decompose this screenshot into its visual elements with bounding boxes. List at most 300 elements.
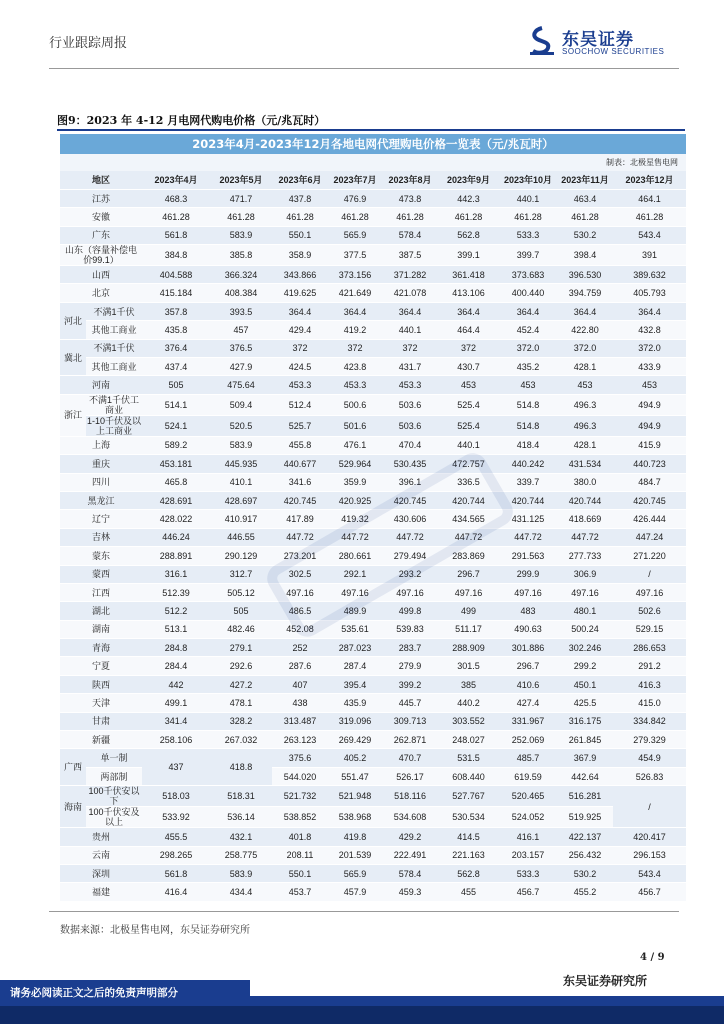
price-cell: 292.6	[210, 657, 272, 675]
price-cell: 440.1	[382, 321, 438, 339]
price-cell: 512.4	[272, 394, 328, 415]
table-row	[60, 245, 686, 266]
price-cell: 533.3	[499, 226, 557, 244]
price-cell: 408.384	[210, 284, 272, 302]
price-cell: 455.2	[557, 883, 613, 901]
price-cell: 430.606	[382, 510, 438, 528]
price-cell: 372	[328, 339, 382, 357]
price-cell: 385.8	[210, 245, 272, 266]
price-cell: 252	[272, 639, 328, 657]
price-cell: 375.6	[272, 749, 328, 767]
footer-divider	[49, 911, 679, 912]
region-label: 安徽	[60, 208, 142, 226]
disclaimer-banner	[0, 980, 250, 1006]
price-cell: 483	[499, 602, 557, 620]
table-row	[60, 712, 686, 730]
price-cell: 371.282	[382, 266, 438, 284]
price-cell: 534.608	[382, 807, 438, 828]
price-cell: 497.16	[382, 583, 438, 601]
price-cell: 334.842	[613, 712, 686, 730]
region-label: 甘肃	[60, 712, 142, 730]
price-cell: 453.181	[142, 455, 210, 473]
price-cell: 299.9	[499, 565, 557, 583]
price-cell: 490.63	[499, 620, 557, 638]
price-cell: 427.9	[210, 358, 272, 376]
price-cell: 221.163	[438, 846, 499, 864]
price-cell: 536.14	[210, 807, 272, 828]
price-cell: 357.8	[142, 302, 210, 320]
price-cell: 292.1	[328, 565, 382, 583]
price-cell: 476.1	[328, 436, 382, 454]
price-cell: 393.5	[210, 302, 272, 320]
price-cell: 583.9	[210, 865, 272, 883]
price-cell: 480.1	[557, 602, 613, 620]
price-cell: 309.713	[382, 712, 438, 730]
price-cell: 425.5	[557, 694, 613, 712]
table-row	[60, 302, 686, 320]
table-row	[60, 394, 686, 415]
price-cell: /	[613, 786, 686, 828]
price-cell: 364.4	[557, 302, 613, 320]
price-cell: 328.2	[210, 712, 272, 730]
price-cell: 496.3	[557, 415, 613, 436]
price-cell: 428.1	[557, 436, 613, 454]
table-row	[60, 376, 686, 394]
price-cell: 415.0	[613, 694, 686, 712]
price-cell: 415.9	[613, 436, 686, 454]
price-cell: 405.793	[613, 284, 686, 302]
price-cell: 391	[613, 245, 686, 266]
price-cell: 501.6	[328, 415, 382, 436]
price-cell: 416.1	[499, 828, 557, 846]
region-label: 黑龙江	[60, 491, 142, 509]
price-cell: 447.72	[272, 528, 328, 546]
price-cell: 427.4	[499, 694, 557, 712]
price-cell: 416.4	[142, 883, 210, 901]
price-cell: 464.4	[438, 321, 499, 339]
table-row	[60, 510, 686, 528]
price-cell: 437.8	[272, 189, 328, 207]
price-cell: 432.8	[613, 321, 686, 339]
column-header: 2023年8月	[382, 171, 438, 189]
price-cell: 578.4	[382, 865, 438, 883]
price-cell: 423.8	[328, 358, 382, 376]
price-cell: 380.0	[557, 473, 613, 491]
price-cell: 296.153	[613, 846, 686, 864]
price-cell: 336.5	[438, 473, 499, 491]
price-cell: 465.8	[142, 473, 210, 491]
price-cell: 364.4	[382, 302, 438, 320]
price-cell: 518.31	[210, 786, 272, 807]
price-cell: 455	[438, 883, 499, 901]
price-cell: /	[613, 565, 686, 583]
disclaimer-text: 请务必阅读正文之后的免责声明部分	[10, 987, 178, 999]
price-cell: 453	[438, 376, 499, 394]
table-row	[60, 694, 686, 712]
price-cell: 394.759	[557, 284, 613, 302]
price-cell: 530.534	[438, 807, 499, 828]
price-cell: 420.744	[557, 491, 613, 509]
price-cell: 410.917	[210, 510, 272, 528]
table-row	[60, 731, 686, 749]
column-header: 2023年10月	[499, 171, 557, 189]
price-cell: 302.246	[557, 639, 613, 657]
price-cell: 461.28	[382, 208, 438, 226]
price-table	[60, 171, 686, 902]
region-label: 吉林	[60, 528, 142, 546]
region-sub-label: 100千伏安及以上	[86, 807, 142, 828]
price-cell: 415.184	[142, 284, 210, 302]
price-cell: 457.9	[328, 883, 382, 901]
price-cell: 525.4	[438, 415, 499, 436]
price-cell: 396.530	[557, 266, 613, 284]
region-label: 深圳	[60, 865, 142, 883]
table-row	[60, 749, 686, 767]
price-cell: 473.8	[382, 189, 438, 207]
price-cell: 470.7	[382, 749, 438, 767]
price-cell: 519.925	[557, 807, 613, 828]
price-cell: 430.7	[438, 358, 499, 376]
price-cell: 524.1	[142, 415, 210, 436]
price-cell: 372	[438, 339, 499, 357]
price-cell: 565.9	[328, 865, 382, 883]
price-cell: 404.588	[142, 266, 210, 284]
price-cell: 287.023	[328, 639, 382, 657]
price-cell: 428.022	[142, 510, 210, 528]
price-cell: 496.3	[557, 394, 613, 415]
price-cell: 201.539	[328, 846, 382, 864]
price-cell: 331.967	[499, 712, 557, 730]
price-cell: 413.106	[438, 284, 499, 302]
region-label: 贵州	[60, 828, 142, 846]
price-cell: 499.1	[142, 694, 210, 712]
price-cell: 316.1	[142, 565, 210, 583]
price-cell: 312.7	[210, 565, 272, 583]
table-row	[60, 226, 686, 244]
price-cell: 420.417	[613, 828, 686, 846]
price-cell: 422.137	[557, 828, 613, 846]
price-cell: 562.8	[438, 226, 499, 244]
price-cell: 384.8	[142, 245, 210, 266]
price-cell: 417.89	[272, 510, 328, 528]
price-cell: 420.745	[272, 491, 328, 509]
price-cell: 578.4	[382, 226, 438, 244]
region-label: 上海	[60, 436, 142, 454]
price-cell: 420.745	[382, 491, 438, 509]
price-cell: 419.32	[328, 510, 382, 528]
price-cell: 500.6	[328, 394, 382, 415]
price-cell: 583.9	[210, 436, 272, 454]
price-cell: 505	[210, 602, 272, 620]
price-cell: 399.7	[499, 245, 557, 266]
price-cell: 389.632	[613, 266, 686, 284]
price-cell: 420.925	[328, 491, 382, 509]
region-label: 云南	[60, 846, 142, 864]
price-cell: 420.744	[438, 491, 499, 509]
price-cell: 280.661	[328, 547, 382, 565]
price-cell: 529.964	[328, 455, 382, 473]
price-cell: 421.078	[382, 284, 438, 302]
price-cell: 461.28	[438, 208, 499, 226]
price-cell: 399.2	[382, 675, 438, 693]
region-sub-label: 其他工商业	[86, 358, 142, 376]
region-label: 北京	[60, 284, 142, 302]
price-cell: 261.845	[557, 731, 613, 749]
table-row	[60, 583, 686, 601]
figure-title: 图9：2023 年 4-12 月电网代购电价格（元/兆瓦时）	[57, 114, 326, 127]
price-cell: 494.9	[613, 394, 686, 415]
price-cell: 461.28	[499, 208, 557, 226]
region-sub-label: 两部制	[86, 767, 142, 785]
price-cell: 453.7	[272, 883, 328, 901]
region-sub-label: 单一制	[86, 749, 142, 767]
region-label: 陕西	[60, 675, 142, 693]
table-row	[60, 528, 686, 546]
price-cell: 418.8	[210, 749, 272, 786]
price-cell: 414.5	[438, 828, 499, 846]
price-cell: 538.968	[328, 807, 382, 828]
price-cell: 284.4	[142, 657, 210, 675]
price-cell: 464.1	[613, 189, 686, 207]
price-cell: 446.55	[210, 528, 272, 546]
price-cell: 459.3	[382, 883, 438, 901]
region-label: 重庆	[60, 455, 142, 473]
price-cell: 273.201	[272, 547, 328, 565]
price-cell: 533.3	[499, 865, 557, 883]
price-cell: 433.9	[613, 358, 686, 376]
region-group-label: 河北	[60, 302, 86, 339]
price-cell: 497.16	[557, 583, 613, 601]
table-row	[60, 865, 686, 883]
price-cell: 452.08	[272, 620, 328, 638]
price-cell: 445.7	[382, 694, 438, 712]
price-cell: 550.1	[272, 226, 328, 244]
price-cell: 440.723	[613, 455, 686, 473]
price-cell: 440.1	[499, 189, 557, 207]
price-cell: 437.4	[142, 358, 210, 376]
price-cell: 472.757	[438, 455, 499, 473]
region-group-label: 冀北	[60, 339, 86, 376]
price-cell: 296.7	[499, 657, 557, 675]
price-cell: 431.125	[499, 510, 557, 528]
price-cell: 521.732	[272, 786, 328, 807]
price-cell: 296.7	[438, 565, 499, 583]
table-row	[60, 639, 686, 657]
price-cell: 514.8	[499, 394, 557, 415]
price-cell: 453.3	[328, 376, 382, 394]
price-cell: 525.7	[272, 415, 328, 436]
table-row	[60, 189, 686, 207]
table-row	[60, 602, 686, 620]
table-row	[60, 415, 686, 436]
table-row	[60, 828, 686, 846]
table-row	[60, 339, 686, 357]
price-cell: 293.2	[382, 565, 438, 583]
price-cell: 497.16	[613, 583, 686, 601]
price-cell: 435.8	[142, 321, 210, 339]
price-cell: 428.697	[210, 491, 272, 509]
price-cell: 499.8	[382, 602, 438, 620]
price-cell: 505	[142, 376, 210, 394]
price-cell: 452.4	[499, 321, 557, 339]
price-cell: 401.8	[272, 828, 328, 846]
table-row	[60, 547, 686, 565]
price-cell: 396.1	[382, 473, 438, 491]
price-cell: 531.5	[438, 749, 499, 767]
price-cell: 530.435	[382, 455, 438, 473]
region-label: 蒙东	[60, 547, 142, 565]
price-cell: 513.1	[142, 620, 210, 638]
price-cell: 429.4	[272, 321, 328, 339]
price-cell: 428.691	[142, 491, 210, 509]
price-cell: 529.15	[613, 620, 686, 638]
price-cell: 461.28	[272, 208, 328, 226]
price-cell: 418.669	[557, 510, 613, 528]
price-cell: 454.9	[613, 749, 686, 767]
table-row	[60, 846, 686, 864]
price-cell: 299.2	[557, 657, 613, 675]
price-cell: 279.494	[382, 547, 438, 565]
price-cell: 279.9	[382, 657, 438, 675]
price-cell: 288.909	[438, 639, 499, 657]
region-label: 辽宁	[60, 510, 142, 528]
table-row	[60, 675, 686, 693]
price-cell: 313.487	[272, 712, 328, 730]
region-label: 山西	[60, 266, 142, 284]
price-cell: 303.552	[438, 712, 499, 730]
price-cell: 463.4	[557, 189, 613, 207]
price-cell: 373.683	[499, 266, 557, 284]
column-header: 2023年6月	[272, 171, 328, 189]
price-cell: 291.563	[499, 547, 557, 565]
price-cell: 252.069	[499, 731, 557, 749]
price-cell: 520.465	[499, 786, 557, 807]
price-cell: 319.096	[328, 712, 382, 730]
price-cell: 457	[210, 321, 272, 339]
price-cell: 484.7	[613, 473, 686, 491]
price-cell: 364.4	[328, 302, 382, 320]
price-cell: 497.16	[328, 583, 382, 601]
column-header: 2023年4月	[142, 171, 210, 189]
price-cell: 442.64	[557, 767, 613, 785]
price-cell: 279.329	[613, 731, 686, 749]
price-cell: 418.4	[499, 436, 557, 454]
price-cell: 453	[613, 376, 686, 394]
price-cell: 524.052	[499, 807, 557, 828]
price-cell: 502.6	[613, 602, 686, 620]
footer-brand: 东吴证券研究所	[563, 974, 648, 988]
price-cell: 426.444	[613, 510, 686, 528]
price-cell: 455.5	[142, 828, 210, 846]
region-group-label: 广西	[60, 749, 86, 786]
price-cell: 543.4	[613, 226, 686, 244]
price-cell: 269.429	[328, 731, 382, 749]
price-cell: 256.432	[557, 846, 613, 864]
price-cell: 405.2	[328, 749, 382, 767]
price-cell: 539.83	[382, 620, 438, 638]
price-cell: 442	[142, 675, 210, 693]
price-cell: 455.8	[272, 436, 328, 454]
price-cell: 561.8	[142, 865, 210, 883]
region-label: 湖北	[60, 602, 142, 620]
table-header-row	[60, 171, 686, 189]
price-cell: 283.7	[382, 639, 438, 657]
price-cell: 437	[142, 749, 210, 786]
table-row	[60, 883, 686, 901]
footer-bar-dark	[0, 1006, 724, 1024]
price-cell: 277.733	[557, 547, 613, 565]
region-sub-label: 不满1千伏工商业	[86, 394, 142, 415]
price-cell: 440.677	[272, 455, 328, 473]
price-cell: 301.5	[438, 657, 499, 675]
price-cell: 509.4	[210, 394, 272, 415]
price-cell: 518.116	[382, 786, 438, 807]
price-cell: 476.9	[328, 189, 382, 207]
price-cell: 499	[438, 602, 499, 620]
table-row	[60, 455, 686, 473]
price-cell: 432.1	[210, 828, 272, 846]
price-cell: 446.24	[142, 528, 210, 546]
price-cell: 208.11	[272, 846, 328, 864]
price-cell: 608.440	[438, 767, 499, 785]
price-cell: 511.17	[438, 620, 499, 638]
column-header: 2023年7月	[328, 171, 382, 189]
price-cell: 478.1	[210, 694, 272, 712]
table-title: 2023年4月-2023年12月各地电网代理购电价格一览表（元/兆瓦时）	[60, 134, 686, 154]
price-cell: 503.6	[382, 415, 438, 436]
price-cell: 284.8	[142, 639, 210, 657]
price-cell: 372.0	[613, 339, 686, 357]
price-cell: 419.2	[328, 321, 382, 339]
price-cell: 367.9	[557, 749, 613, 767]
region-label: 新疆	[60, 731, 142, 749]
price-cell: 358.9	[272, 245, 328, 266]
price-cell: 395.4	[328, 675, 382, 693]
price-cell: 298.265	[142, 846, 210, 864]
region-sub-label: 其他工商业	[86, 321, 142, 339]
price-cell: 521.948	[328, 786, 382, 807]
price-cell: 400.440	[499, 284, 557, 302]
price-cell: 440.242	[499, 455, 557, 473]
region-label: 江西	[60, 583, 142, 601]
price-cell: 341.6	[272, 473, 328, 491]
price-cell: 533.92	[142, 807, 210, 828]
price-cell: 419.8	[328, 828, 382, 846]
table-row	[60, 491, 686, 509]
price-cell: 262.871	[382, 731, 438, 749]
price-cell: 410.6	[499, 675, 557, 693]
price-cell: 302.5	[272, 565, 328, 583]
logo-cn-text: 东吴证券	[562, 30, 634, 50]
figure-divider	[57, 129, 685, 131]
table-note: 制表：北极星售电网	[60, 154, 686, 171]
region-label: 广东	[60, 226, 142, 244]
price-cell: 359.9	[328, 473, 382, 491]
price-cell: 372	[382, 339, 438, 357]
price-cell: 453.3	[382, 376, 438, 394]
price-cell: 438	[272, 694, 328, 712]
price-cell: 471.7	[210, 189, 272, 207]
price-cell: 287.6	[272, 657, 328, 675]
price-cell: 431.534	[557, 455, 613, 473]
logo-mark-icon	[528, 26, 556, 56]
price-cell: 316.175	[557, 712, 613, 730]
price-table-panel	[60, 134, 686, 902]
price-cell: 486.5	[272, 602, 328, 620]
price-cell: 286.653	[613, 639, 686, 657]
data-source: 数据来源：北极星售电网，东吴证券研究所	[60, 925, 250, 936]
table-row	[60, 807, 686, 828]
